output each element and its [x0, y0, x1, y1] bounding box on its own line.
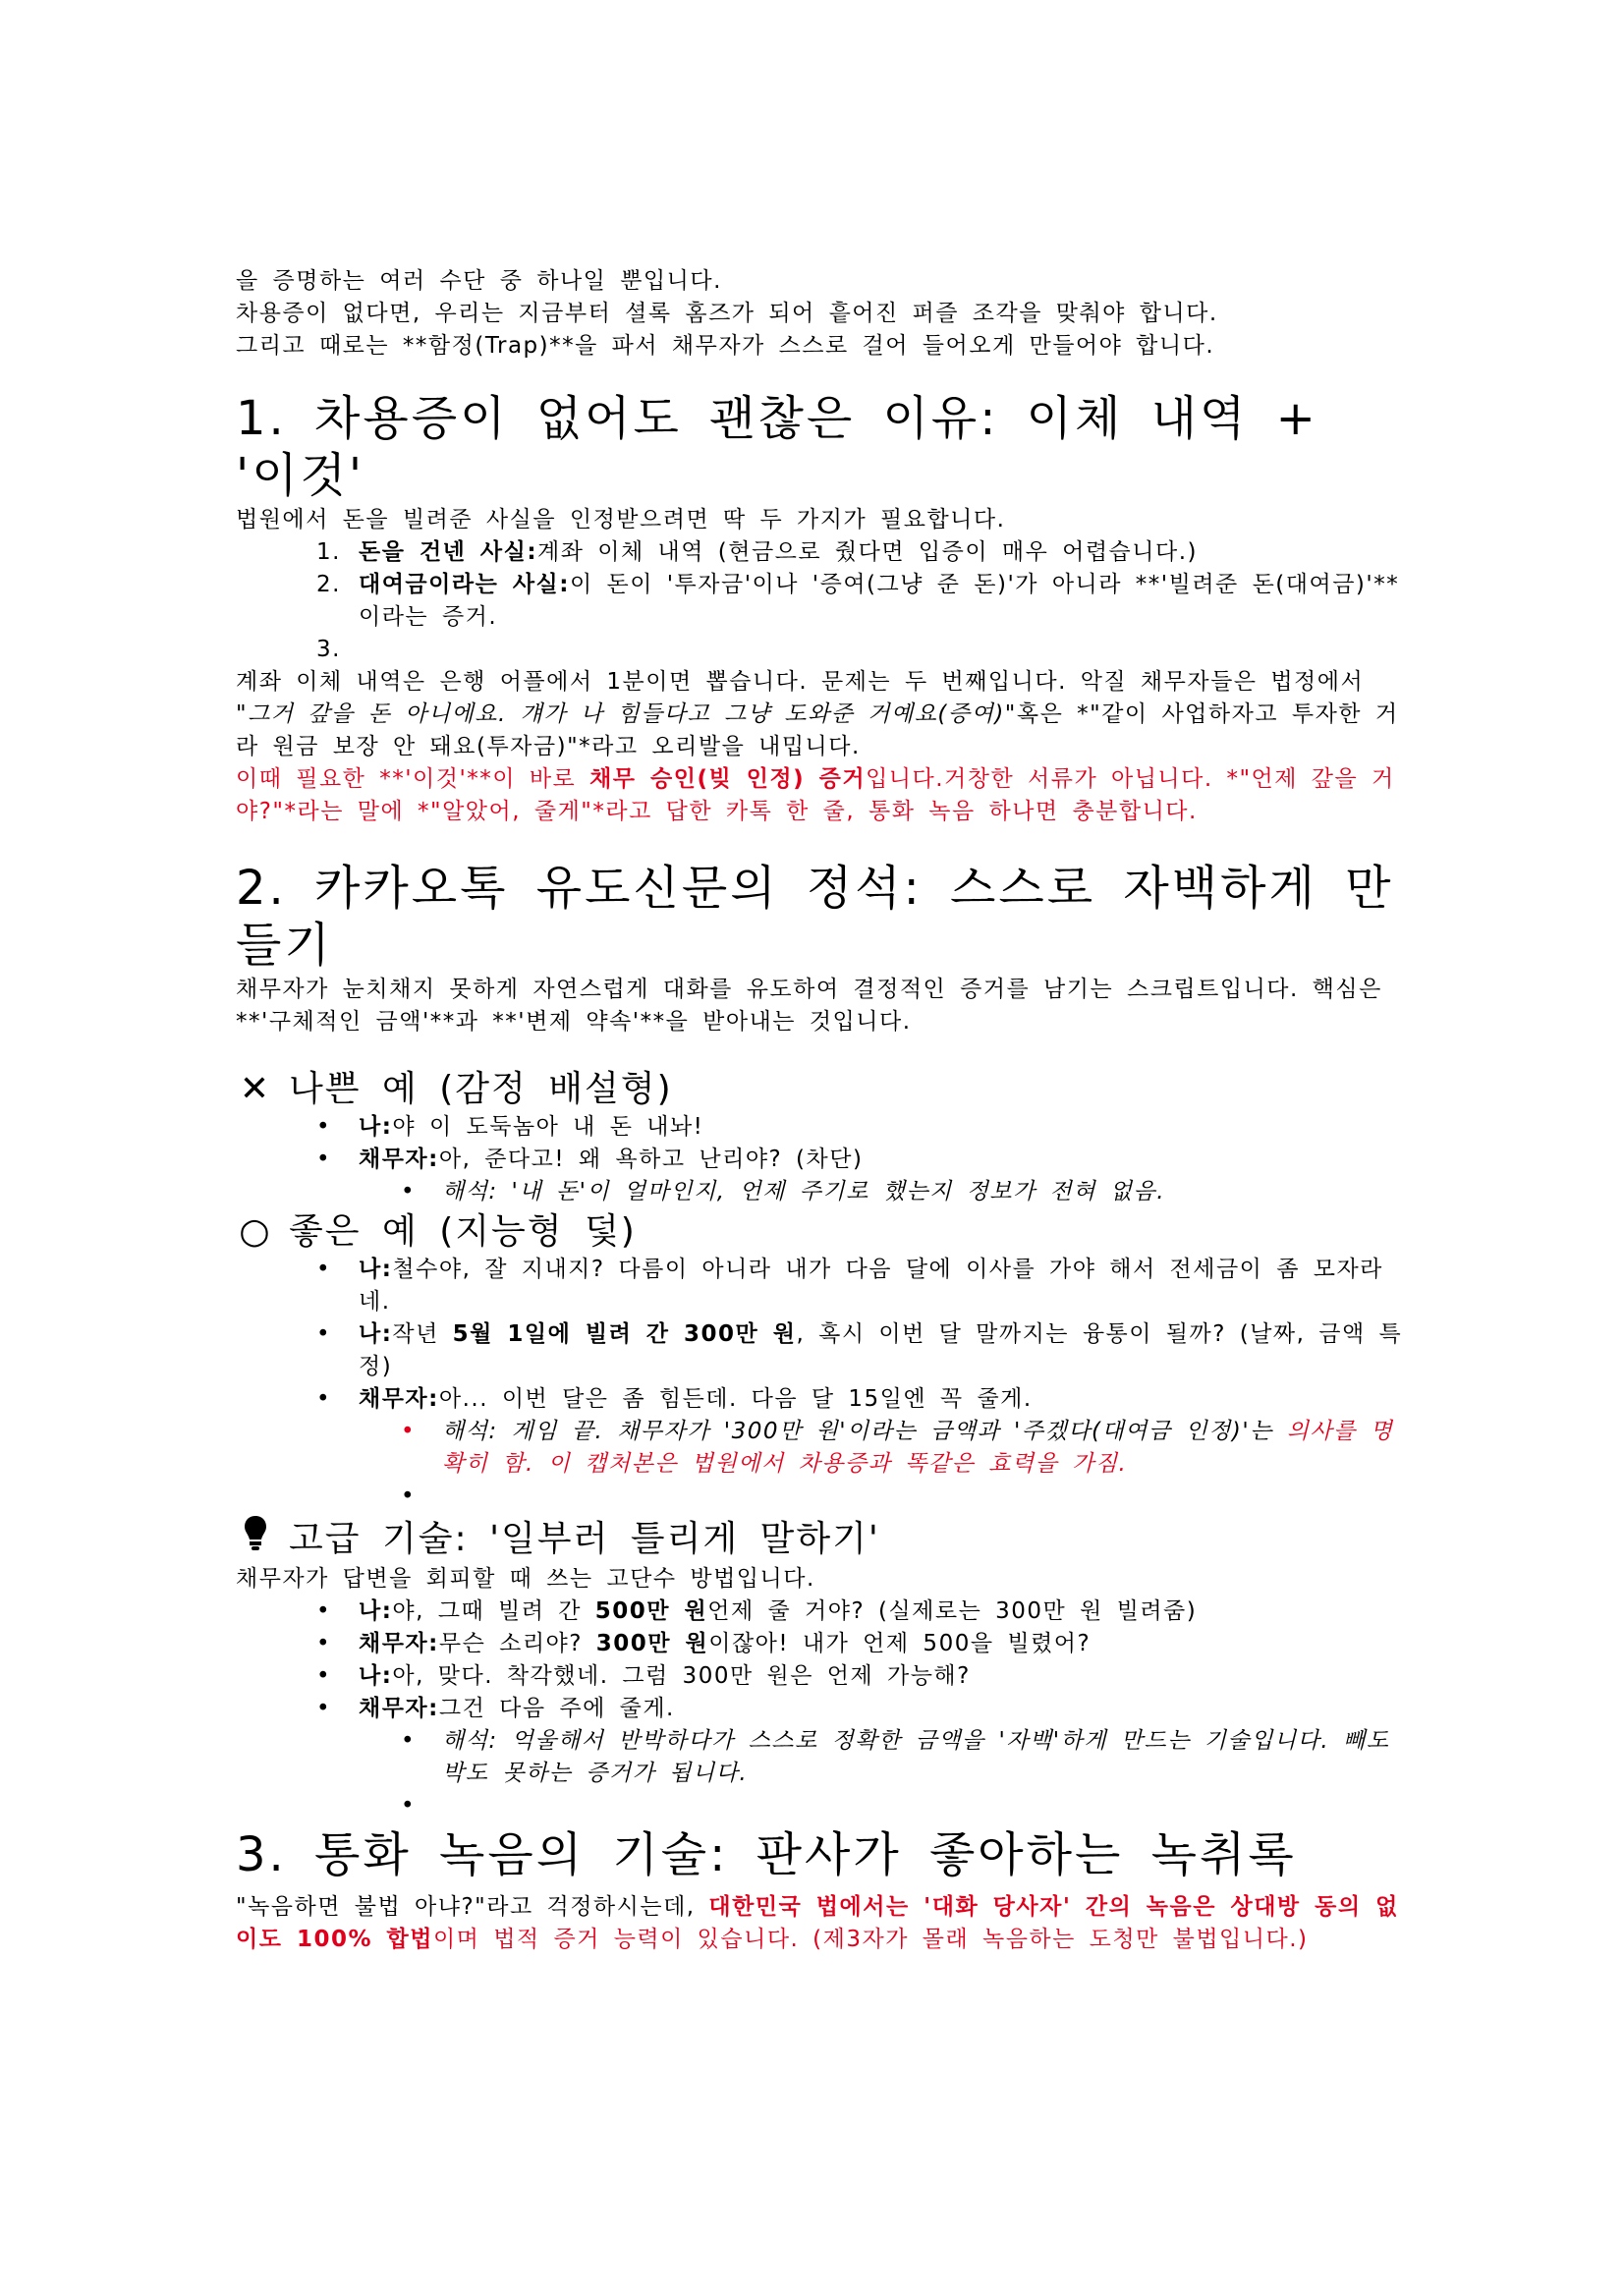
section-2-heading: 2. 카카오톡 유도신문의 정석: 스스로 자백하게 만들기 [236, 861, 1394, 973]
intro-line: 차용증이 없다면, 우리는 지금부터 셜록 홈즈가 되어 흩어진 퍼즐 조각을 맞춰야 합니다. [236, 301, 1218, 326]
text-segment: 아, 맞다. 착각했네. 그럼 300만 원은 언제 가능해? [392, 1663, 971, 1689]
text-segment: 의사를 명확히 함. 이 캡처본은 법원에서 차용증과 똑같은 효력을 가짐. [442, 1419, 1394, 1477]
section-1-lead: 법원에서 돈을 빌려준 사실을 인정받으려면 딱 두 가지가 필요합니다. [236, 507, 1006, 532]
bad-example-list [236, 1111, 1405, 1208]
section-1-heading: 1. 차용증이 없어도 괜찮은 이유: 이체 내역 + '이것' [236, 391, 1318, 503]
text-segment: 무슨 소리야? [438, 1631, 596, 1656]
list-item [236, 536, 1405, 569]
text-segment: 입니다.거창한 서류가 아닙니다. *"언제 갚을 거야?"*라는 말에 *"알았어, 줄게"*라고 답한 카톡 한 줄, 통화 녹음 하나면 충분합니다. [236, 766, 1395, 824]
good-example-title: 좋은 예 (지능형 덫) [289, 1211, 637, 1252]
emphasis-text: 채무자: [359, 1696, 439, 1721]
section-1-highlight [236, 763, 1405, 828]
list-number: 3. [316, 637, 341, 662]
list-item [236, 1596, 1405, 1628]
sub-list-item [236, 1725, 1405, 1790]
intro-line: 을 증명하는 여러 수단 중 하나일 뿐입니다. [236, 268, 722, 294]
text-segment: "녹음하면 불법 아냐?"라고 걱정하시는데, [236, 1894, 709, 1920]
bad-example-heading [236, 1068, 1405, 1111]
text-segment: 이때 필요한 **'이것'**이 바로 [236, 766, 590, 792]
tip-title: 고급 기술: '일부러 틀리게 말하기' [289, 1518, 880, 1559]
sub-list-item [236, 1481, 1405, 1513]
text-segment: 작년 [392, 1321, 453, 1347]
text-segment: 이잖아! 내가 언제 500을 빌렸어? [708, 1631, 1092, 1656]
text-segment: 이 돈이 '투자금'이나 '증여(그냥 준 돈)'가 아니라 **'빌려준 돈(대여금)'**이라는 증거. [359, 572, 1400, 630]
text-segment: 야 이 도둑놈아 내 돈 내놔! [392, 1114, 704, 1140]
bad-example-title: 나쁜 예 (감정 배설형) [289, 1069, 673, 1109]
tip-heading [236, 1515, 1405, 1563]
text-segment: 혹은 *"같이 사업하자고 투자한 거라 원금 보장 안 돼요(투자금)"*라고 오리발을 내밉니다. [236, 701, 1399, 759]
text-segment: 아... 이번 달은 좀 힘든데. 다음 달 15일엔 꼭 줄게. [438, 1386, 1033, 1412]
emphasis-text: 나: [359, 1663, 393, 1689]
text-segment: 아, 준다고! 왜 욕하고 난리야? (차단) [438, 1147, 864, 1172]
circle-icon: ○ [239, 1211, 272, 1252]
text-segment: 계좌 이체 내역 (현금으로 줬다면 입증이 매우 어렵습니다.) [537, 539, 1198, 565]
list-item [236, 1144, 1405, 1176]
text-segment: "그거 갚을 돈 아니에요. 걔가 나 힘들다고 그냥 도와준 거예요(증여)" [236, 701, 1017, 727]
list-item [236, 1111, 1405, 1144]
x-mark-icon: ✕ [239, 1069, 272, 1109]
section-3-heading: 3. 통화 녹음의 기술: 판사가 좋아하는 녹취록 [236, 1827, 1297, 1882]
intro-line: 그리고 때로는 **함정(Trap)**을 파서 채무자가 스스로 걸어 들어오게 만들어야 합니다. [236, 333, 1215, 359]
section-2-lead: 채무자가 눈치채지 못하게 자연스럽게 대화를 유도하여 결정적인 증거를 남기는 스크립트입니다. 핵심은 **'구체적인 금액'**과 **'변제 약속'**을 받아내는 것입니다. [236, 977, 1382, 1035]
good-example-list [236, 1254, 1405, 1513]
list-item [236, 1254, 1405, 1318]
emphasis-text: 채무자: [359, 1386, 439, 1412]
emphasis-text: 돈을 건넨 사실: [359, 539, 538, 565]
section-3-paragraph [236, 1891, 1405, 1956]
text-segment: 그건 다음 주에 줄게. [438, 1696, 675, 1721]
section-1-paragraph [236, 666, 1405, 763]
list-item [236, 1318, 1405, 1383]
text-segment: 언제 줄 거야? (실제로는 300만 원 빌려줌) [707, 1598, 1198, 1624]
text-segment: 철수야, 잘 지내지? 다름이 아니라 내가 다음 달에 이사를 가야 해서 전세금이 좀 모자라네. [359, 1257, 1383, 1315]
text-segment: 야, 그때 빌려 간 [392, 1598, 595, 1624]
list-item [236, 1660, 1405, 1693]
good-example-heading [236, 1210, 1405, 1254]
emphasis-text: 채무자: [359, 1631, 439, 1656]
list-item [236, 634, 1405, 666]
list-number: 1. [316, 539, 341, 565]
list-number: 2. [316, 572, 341, 597]
emphasis-text: 300만 원 [595, 1631, 709, 1656]
emphasis-text: 나: [359, 1114, 393, 1140]
text-segment: , 혹시 이번 달 말까지는 융통이 될까? (날짜, 금액 특정) [359, 1321, 1403, 1379]
tip-lead: 채무자가 답변을 회피할 때 쓰는 고단수 방법입니다. [236, 1566, 815, 1592]
text-segment: 해석: 게임 끝. 채무자가 '300만 원'이라는 금액과 '주겠다(대여금 인정)'는 [442, 1419, 1287, 1444]
emphasis-text: 채무 승인(빚 인정) 증거 [589, 766, 867, 792]
sub-list-item [236, 1416, 1405, 1481]
list-item [236, 1383, 1405, 1416]
emphasis-text: 대한민국 법에서는 '대화 당사자' 간의 녹음은 상대방 동의 없이도 100% 합법 [236, 1894, 1399, 1952]
section-1-list [236, 536, 1405, 666]
emphasis-text: 나: [359, 1321, 393, 1347]
lightbulb-icon [236, 1515, 275, 1563]
text-segment: 해석: '내 돈'이 얼마인지, 언제 주기로 했는지 정보가 전혀 없음. [442, 1179, 1166, 1204]
text-segment: 해석: 억울해서 반박하다가 스스로 정확한 금액을 '자백'하게 만드는 기술입니다. 빼도 박도 못하는 증거가 됩니다. [442, 1728, 1390, 1786]
sub-list-item [236, 1790, 1405, 1822]
sub-list-item [236, 1176, 1405, 1208]
list-item [236, 1693, 1405, 1725]
list-item [236, 569, 1405, 634]
list-item [236, 1628, 1405, 1660]
text-segment: 계좌 이체 내역은 은행 어플에서 1분이면 뽑습니다. 문제는 두 번째입니다. 악질 채무자들은 법정에서 [236, 669, 1365, 695]
emphasis-text: 나: [359, 1598, 393, 1624]
emphasis-text: 5월 1일에 빌려 간 300만 원 [452, 1321, 797, 1347]
tip-list [236, 1596, 1405, 1822]
document-page [236, 265, 1405, 1956]
text-segment: 이며 법적 증거 능력이 있습니다. (제3자가 몰래 녹음하는 도청만 불법입니다.) [432, 1927, 1309, 1952]
emphasis-text: 500만 원 [594, 1598, 708, 1624]
emphasis-text: 대여금이라는 사실: [359, 572, 570, 597]
emphasis-text: 나: [359, 1257, 393, 1282]
emphasis-text: 채무자: [359, 1147, 439, 1172]
